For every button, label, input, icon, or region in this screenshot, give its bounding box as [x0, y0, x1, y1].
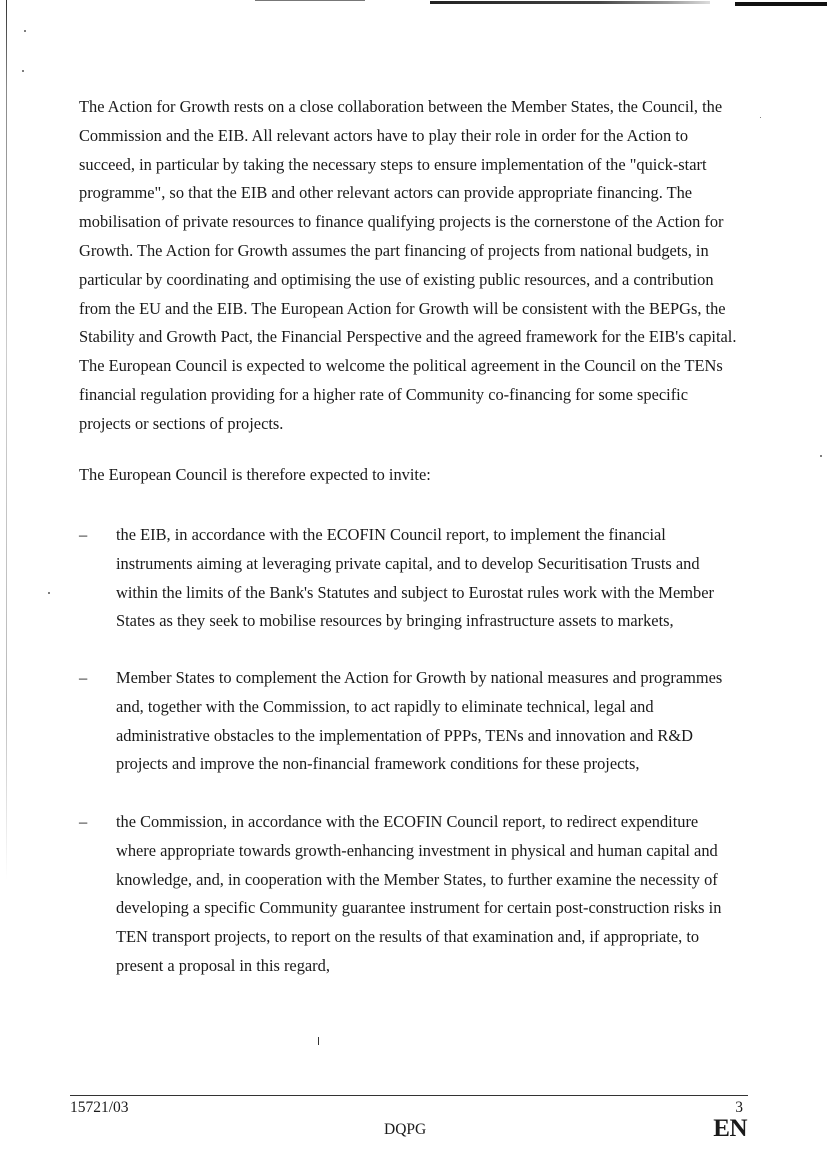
- scan-artifact-dot: [820, 455, 822, 457]
- scan-artifact-line: [430, 1, 710, 4]
- page-number: 3: [735, 1099, 743, 1116]
- scan-artifact-mark: [318, 1037, 319, 1045]
- scan-artifact-dot: [48, 592, 50, 594]
- document-number: 15721/03: [70, 1099, 129, 1116]
- scan-artifact-edge: [6, 0, 7, 880]
- list-item-text: Member States to complement the Action for Growth by national measures and programmes and, together with the Commission, to act rapidly to eliminate technical, legal and administrative obstacles to the implementation of PPPs, TENs and innovation and R&D projects and improve the non-financial framework conditions for these projects,: [116, 668, 723, 774]
- language-code: EN: [713, 1115, 747, 1142]
- list-dash: –: [79, 525, 88, 544]
- scan-artifact-line: [735, 2, 827, 6]
- footer-divider: [70, 1095, 748, 1096]
- department-code: DQPG: [384, 1121, 427, 1138]
- scan-artifact-line: [255, 0, 365, 1]
- paragraph-invite-intro: The European Council is therefore expected to invite:: [79, 465, 431, 484]
- scan-artifact-dot: [24, 30, 26, 32]
- list-dash: –: [79, 668, 88, 687]
- list-item-text: the EIB, in accordance with the ECOFIN Council report, to implement the financial instruments aiming at leveraging private capital, and to develop Securitisation Trusts and within the limits of the Bank's Statutes and subject to Eurostat rules work with the Member States as they seek to mobilise resources by bringing infrastructure assets to markets,: [116, 525, 714, 631]
- scan-artifact-dot: [22, 70, 24, 72]
- list-item-text: the Commission, in accordance with the ECOFIN Council report, to redirect expenditure where appropriate towards growth-enhancing investment in physical and human capital and knowledge, and, in cooperation with the Member States, to further examine the necessity of developing a specific Community guarantee instrument for certain post-construction risks in TEN transport projects, to report on the results of that examination and, if appropriate, to present a proposal in this regard,: [116, 812, 722, 975]
- scan-artifact-dot: [760, 117, 761, 118]
- paragraph-action-for-growth: The Action for Growth rests on a close collaboration between the Member States, the Council, the Commission and the EIB. All relevant actors have to play their role in order for the Action to succeed, in particular by taking the necessary steps to ensure implementation of the "quick-start programme", so that the EIB and other relevant actors can provide appropriate financing. The mobilisation of private resources to finance qualifying projects is the cornerstone of the Action for Growth. The Action for Growth assumes the part financing of projects from national budgets, in particular by coordinating and optimising the use of existing public resources, and a contribution from the EU and the EIB. The European Action for Growth will be consistent with the BEPGs, the Stability and Growth Pact, the Financial Perspective and the agreed framework for the EIB's capital. The European Council is expected to welcome the political agreement in the Council on the TENs financial regulation providing for a higher rate of Community co-financing for some specific projects or sections of projects.: [79, 97, 737, 433]
- list-dash: –: [79, 812, 88, 831]
